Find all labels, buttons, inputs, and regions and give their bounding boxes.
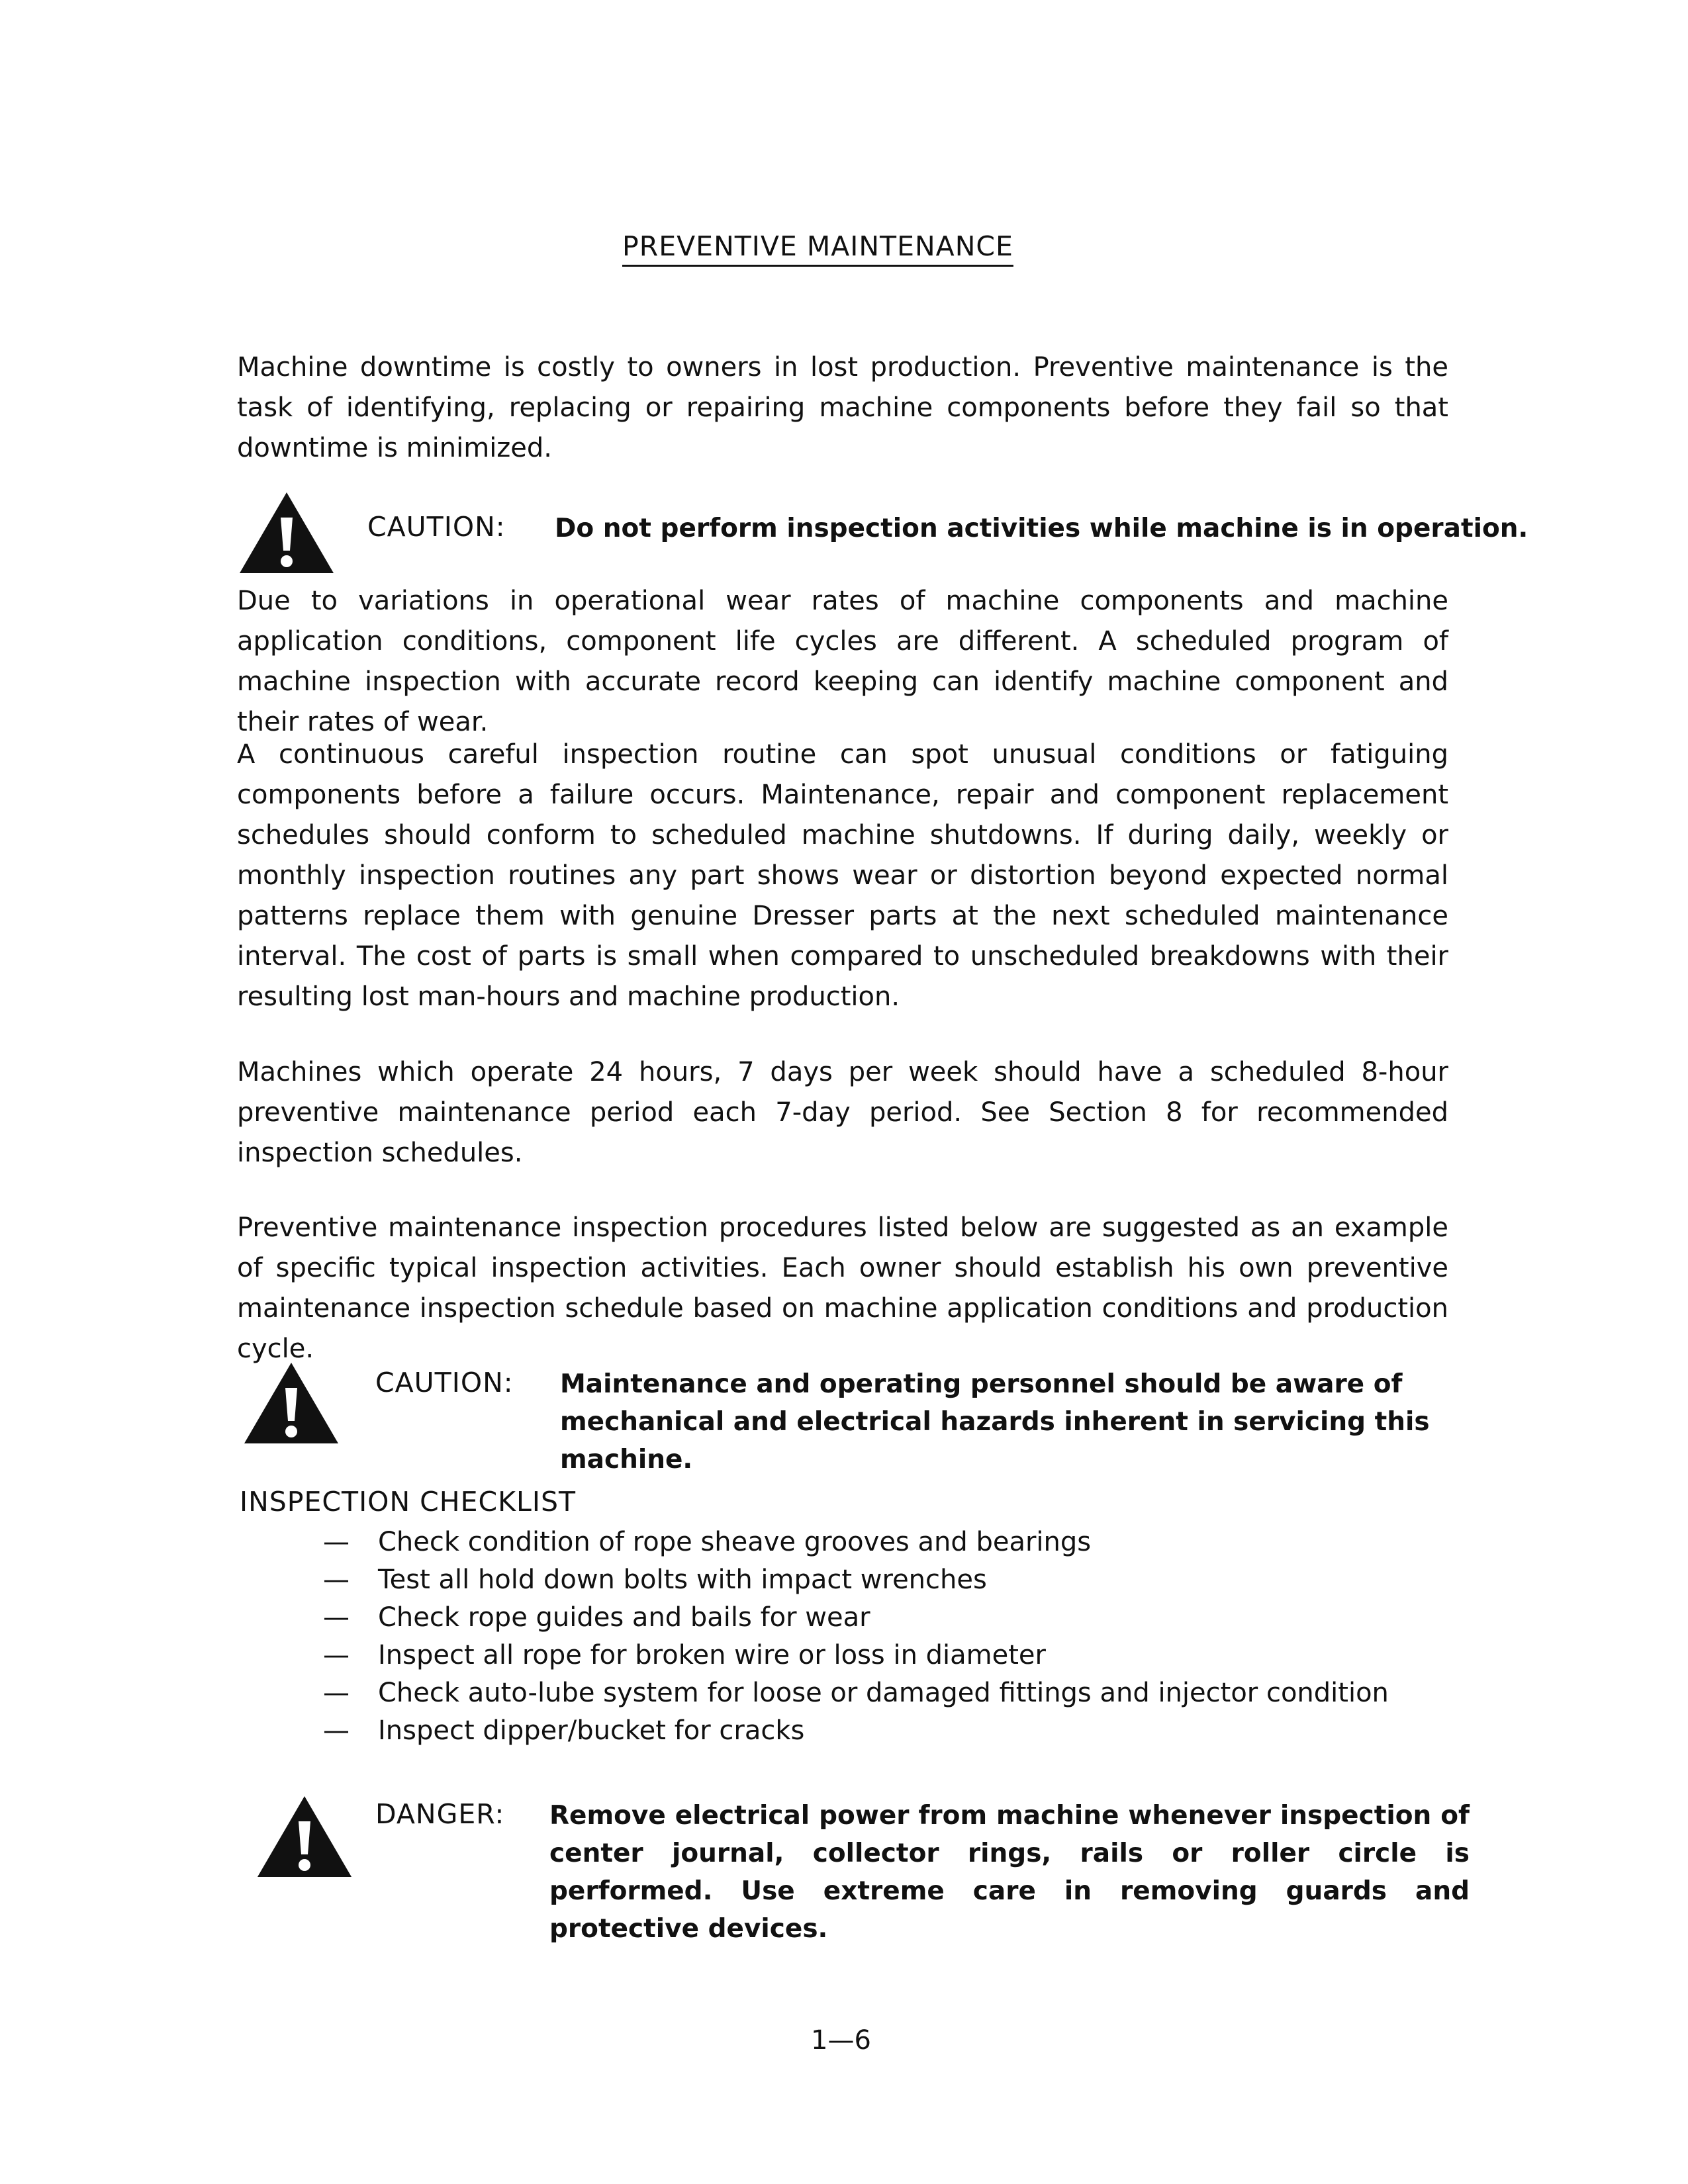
paragraph-procedures: Preventive maintenance inspection procedures listed below are suggested as an example of specific typical inspection activities. Each owner should establish his own preventive maintenance inspection schedule based on machine application conditions and production cycle. [237, 1212, 1448, 1364]
caution-label: CAUTION: [375, 1367, 514, 1398]
list-item-text: Inspect dipper/bucket for cracks [378, 1715, 805, 1746]
inspection-checklist [323, 1524, 1389, 1750]
list-bullet: — [323, 1527, 350, 1557]
list-item-text: Check rope guides and bails for wear [378, 1602, 870, 1633]
list-item [323, 1599, 1389, 1637]
caution-label: CAUTION: [367, 511, 506, 543]
page-title: PREVENTIVE MAINTENANCE [622, 230, 1013, 262]
list-bullet: — [323, 1715, 350, 1746]
warning-triangle-icon [255, 1794, 354, 1880]
list-item [323, 1637, 1389, 1674]
paragraph-inspection-routine: A continuous careful inspection routine can spot unusual conditions or fatiguing components before a failure occurs. Maintenance, repair and component replacement schedules should conform to scheduled machine shutdowns. If during daily, weekly or monthly inspection routines any part shows wear or distortion beyond expected normal patterns replace them with genuine Dresser parts at the next scheduled maintenance interval. The cost of parts is small when compared to unscheduled breakdowns with their resulting lost man-hours and machine production. [237, 739, 1448, 1012]
list-item-text: Inspect all rope for broken wire or loss in diameter [378, 1640, 1046, 1670]
list-item-text: Check auto-lube system for loose or damaged fittings and injector condition [378, 1678, 1389, 1708]
caution-text: Maintenance and operating personnel should be aware of mechanical and electrical hazards inherent in servicing this machine. [560, 1369, 1430, 1475]
warning-triangle-icon [242, 1360, 341, 1446]
list-bullet: — [323, 1640, 350, 1670]
paragraph-wear-rates: Due to variations in operational wear rates of machine components and machine application conditions, component life cycles are different. A scheduled program of machine inspection with accurate record keeping can identify machine component and their rates of wear. [237, 586, 1448, 737]
warning-triangle-icon [237, 490, 336, 576]
paragraph-schedule: Machines which operate 24 hours, 7 days per week should have a scheduled 8-hour preventive maintenance period each 7-day period. See Section 8 for recommended inspection schedules. [237, 1057, 1448, 1168]
list-item-text: Check condition of rope sheave grooves and bearings [378, 1527, 1092, 1557]
checklist-heading: INSPECTION CHECKLIST [240, 1486, 577, 1518]
list-bullet: — [323, 1678, 350, 1708]
list-item [323, 1561, 1389, 1599]
danger-text: Remove electrical power from machine whenever inspection of center journal, collector rings, rails or roller circle is performed. Use extreme care in removing guards and protective devices. [549, 1801, 1470, 1944]
page-number: 1—6 [811, 2025, 871, 2056]
list-bullet: — [323, 1602, 350, 1633]
caution-text: Do not perform inspection activities while machine is in operation. [555, 514, 1528, 543]
list-item [323, 1674, 1389, 1712]
paragraph-intro: Machine downtime is costly to owners in lost production. Preventive maintenance is the task of identifying, replacing or repairing machine components before they fail so that downtime is minimized. [237, 352, 1448, 463]
list-item-text: Test all hold down bolts with impact wrenches [378, 1565, 987, 1595]
list-item [323, 1524, 1389, 1561]
list-bullet: — [323, 1565, 350, 1595]
danger-label: DANGER: [375, 1798, 505, 1830]
list-item [323, 1712, 1389, 1750]
